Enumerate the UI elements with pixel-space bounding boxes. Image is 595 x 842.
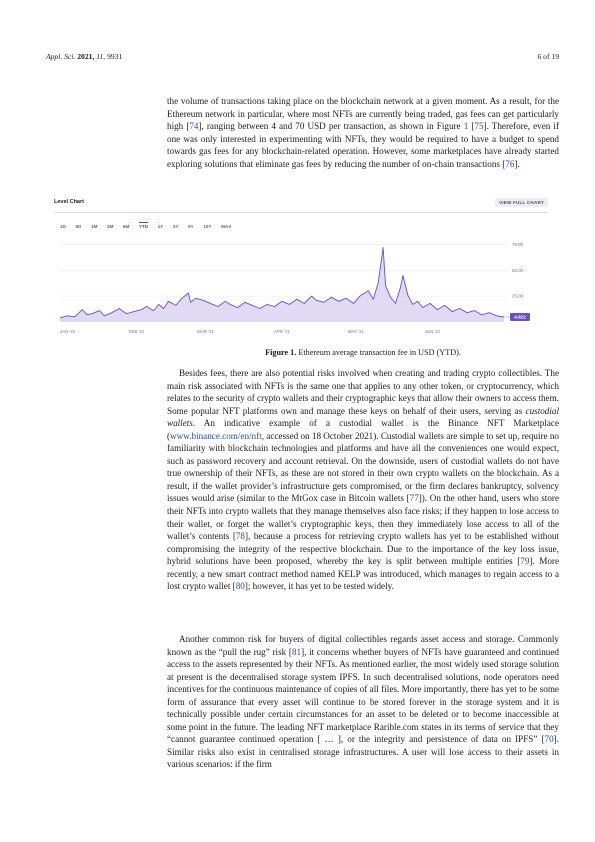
text-run: [ xyxy=(468,121,475,132)
text-run: ]. Therefore, even if one was only interested in experimenting with NFTs, they would be required to have a budget to spend towards gas fees for any blockchain-related operation. However, some marketplaces have already started exploring solutions that eliminate gas fees by reducing the number of on-chain transactions [ xyxy=(167,121,560,169)
y-tick-label: 50.00 xyxy=(512,267,523,273)
text-run: , accessed on 18 October 2021). Custodial wallets are simple to set up, require no familiarity with blockchain technologies and platforms and have all the conveniences one would expect, such as password recovery and account retrieval. On the downside, users of custodial wallets do not have true ownership of their NFTs, as these are not stored in their own crypto wallets on the blockchain. As a result, if the wallet provider’s infrastructure gets compromised, or the firm declares bankruptcy, solvency issues would arise (similar to the MtGox case in Bitcoin wallets [ xyxy=(167,430,559,504)
article-number: 9931 xyxy=(107,52,123,61)
journal-year: 2021, xyxy=(77,52,95,61)
citation-link[interactable]: 77 xyxy=(409,493,419,504)
range-button-3y[interactable]: 3Y xyxy=(172,224,179,229)
journal-name: Appl. Sci. xyxy=(46,52,76,61)
running-header-citation xyxy=(46,52,122,61)
range-button-6m[interactable]: 6M xyxy=(122,224,130,229)
chart-divider xyxy=(54,212,548,213)
x-tick-label: MAY '21 xyxy=(347,329,365,334)
range-button-1m[interactable]: 1M xyxy=(90,224,98,229)
text-run: ], it concerns whether buyers of NFTs have guaranteed and continued access to the assets represented by their NFTs. As mentioned earlier, the most widely used storage solution at present is the decentralised storage system IPFS. In such decentralised solutions, node operators need incentives for the continuous maintenance of copies of all files. More importantly, there has yet to be some form of assurance that every asset will continue to be stored forever in the storage system and it is technically possible under certain circumstances for an asset to be deleted or to become inaccessible at some point in the future. The leading NFT marketplace Rarible.com states in its terms of service that they “cannot guarantee continued operation [ … ], or the integrity and persistence of data on IPFS” [ xyxy=(167,646,559,745)
text-run: ]; however, it has yet to be tested widely. xyxy=(244,581,394,592)
text-run: ], because a process for retrieving crypto wallets has yet to be established without compromising the integrity of the respective blockchain. Due to the importance of the key loss issue, hybrid solutions have been proposed, whereby the key is split between multiple entities [ xyxy=(167,531,559,567)
figure-label: Figure 1. xyxy=(265,348,297,357)
citation-link[interactable]: 79 xyxy=(520,556,530,567)
text-run: Another common risk for buyers of digital collectibles regards asset access and storage. Commonly known as the “pull the rug” risk [ xyxy=(167,634,559,657)
citation-link[interactable]: 74 xyxy=(189,121,199,132)
caption-text: Ethereum average transaction fee in USD (YTD). xyxy=(296,348,461,357)
emphasis: custodial wallets xyxy=(167,405,559,429)
x-tick-label: APR '21 xyxy=(274,329,290,334)
page-number: 6 of 19 xyxy=(537,52,559,61)
y-tick-label: 25.00 xyxy=(512,293,523,299)
range-button-5y[interactable]: 5Y xyxy=(188,224,194,229)
citation-link[interactable]: 75 xyxy=(474,121,484,132)
x-tick-label: JAN '21 xyxy=(60,329,76,334)
range-button-3m[interactable]: 3M xyxy=(106,224,114,229)
chart-title: Level Chart xyxy=(54,199,84,205)
paragraph-storage-risk xyxy=(167,633,559,771)
range-button-1y[interactable]: 1Y xyxy=(157,224,164,229)
time-range-selector xyxy=(60,224,241,229)
text-run: ]. Similar risks also exist in centralised storage infrastructures. A user will lose access to their assets in various scenarios: if the firm xyxy=(167,734,559,770)
range-button-10y[interactable]: 10Y xyxy=(203,224,212,229)
text-run: ]. xyxy=(514,158,520,169)
view-full-chart-button[interactable]: VIEW FULL CHART xyxy=(495,198,548,207)
figure-link[interactable]: 1 xyxy=(463,121,469,132)
figure-1-chart xyxy=(54,196,548,346)
last-value-label: 4.822 xyxy=(514,314,526,320)
x-tick-label: FEB '21 xyxy=(128,329,145,334)
citation-link[interactable]: 70 xyxy=(544,734,554,745)
y-tick-label: 75.00 xyxy=(512,241,523,247)
binance-url-link[interactable]: www.binance.com/en/nft xyxy=(170,430,262,441)
paragraph-risks xyxy=(167,367,559,593)
chart-plot-area xyxy=(54,196,548,346)
range-button-max[interactable]: MAX xyxy=(221,224,232,229)
citation-link[interactable]: 78 xyxy=(235,531,245,542)
text-run: ], ranging between 4 and 70 USD per transaction, as shown in Figure xyxy=(198,121,464,132)
citation-link[interactable]: 81 xyxy=(291,646,302,657)
journal-volume: 11, xyxy=(96,52,106,61)
figure-caption xyxy=(167,348,559,357)
range-button-1d[interactable]: 1D xyxy=(60,224,66,229)
text-run: ]. More recently, a new smart contract method named KELP was introduced, which manages to regain access to a lost crypto wallet [ xyxy=(167,556,559,592)
x-tick-label: MAR '21 xyxy=(197,329,214,334)
range-button-ytd[interactable]: YTD xyxy=(138,223,149,229)
text-run: ]). On the other hand, users who store their NFTs into crypto wallets that they manage themselves also face risks; if they happen to lose access to their wallet, or forget the wallet’s cryptographic keys, then they immediately lose access to all of the wallet’s contents [ xyxy=(167,493,559,542)
series-area xyxy=(60,248,504,323)
text-run: . An indicative example of a custodial wallet is the Binance NFT Marketplace ( xyxy=(167,418,559,441)
text-run: Besides fees, there are also potential risks involved when creating and trading crypto collectibles. The main risk associated with NFTs is the same one that applies to any other token, or cryptocurrency, which relates to the security of crypto wallets and their cryptographic keys that allow their owners to access them. Some popular NFT platforms own and manage these keys on behalf of their users, serving as xyxy=(167,368,559,416)
text-run: the volume of transactions taking place on the blockchain network at a given moment. As a result, for the Ethereum network in particular, where most NFTs are currently being traded, gas fees can get particularly high [ xyxy=(167,96,559,132)
citation-link[interactable]: 76 xyxy=(505,158,515,169)
range-button-5d[interactable]: 5D xyxy=(75,224,82,229)
x-tick-label: JUN '21 xyxy=(424,329,441,334)
paragraph-gas-fees xyxy=(167,95,559,170)
citation-link[interactable]: 80 xyxy=(235,581,245,592)
